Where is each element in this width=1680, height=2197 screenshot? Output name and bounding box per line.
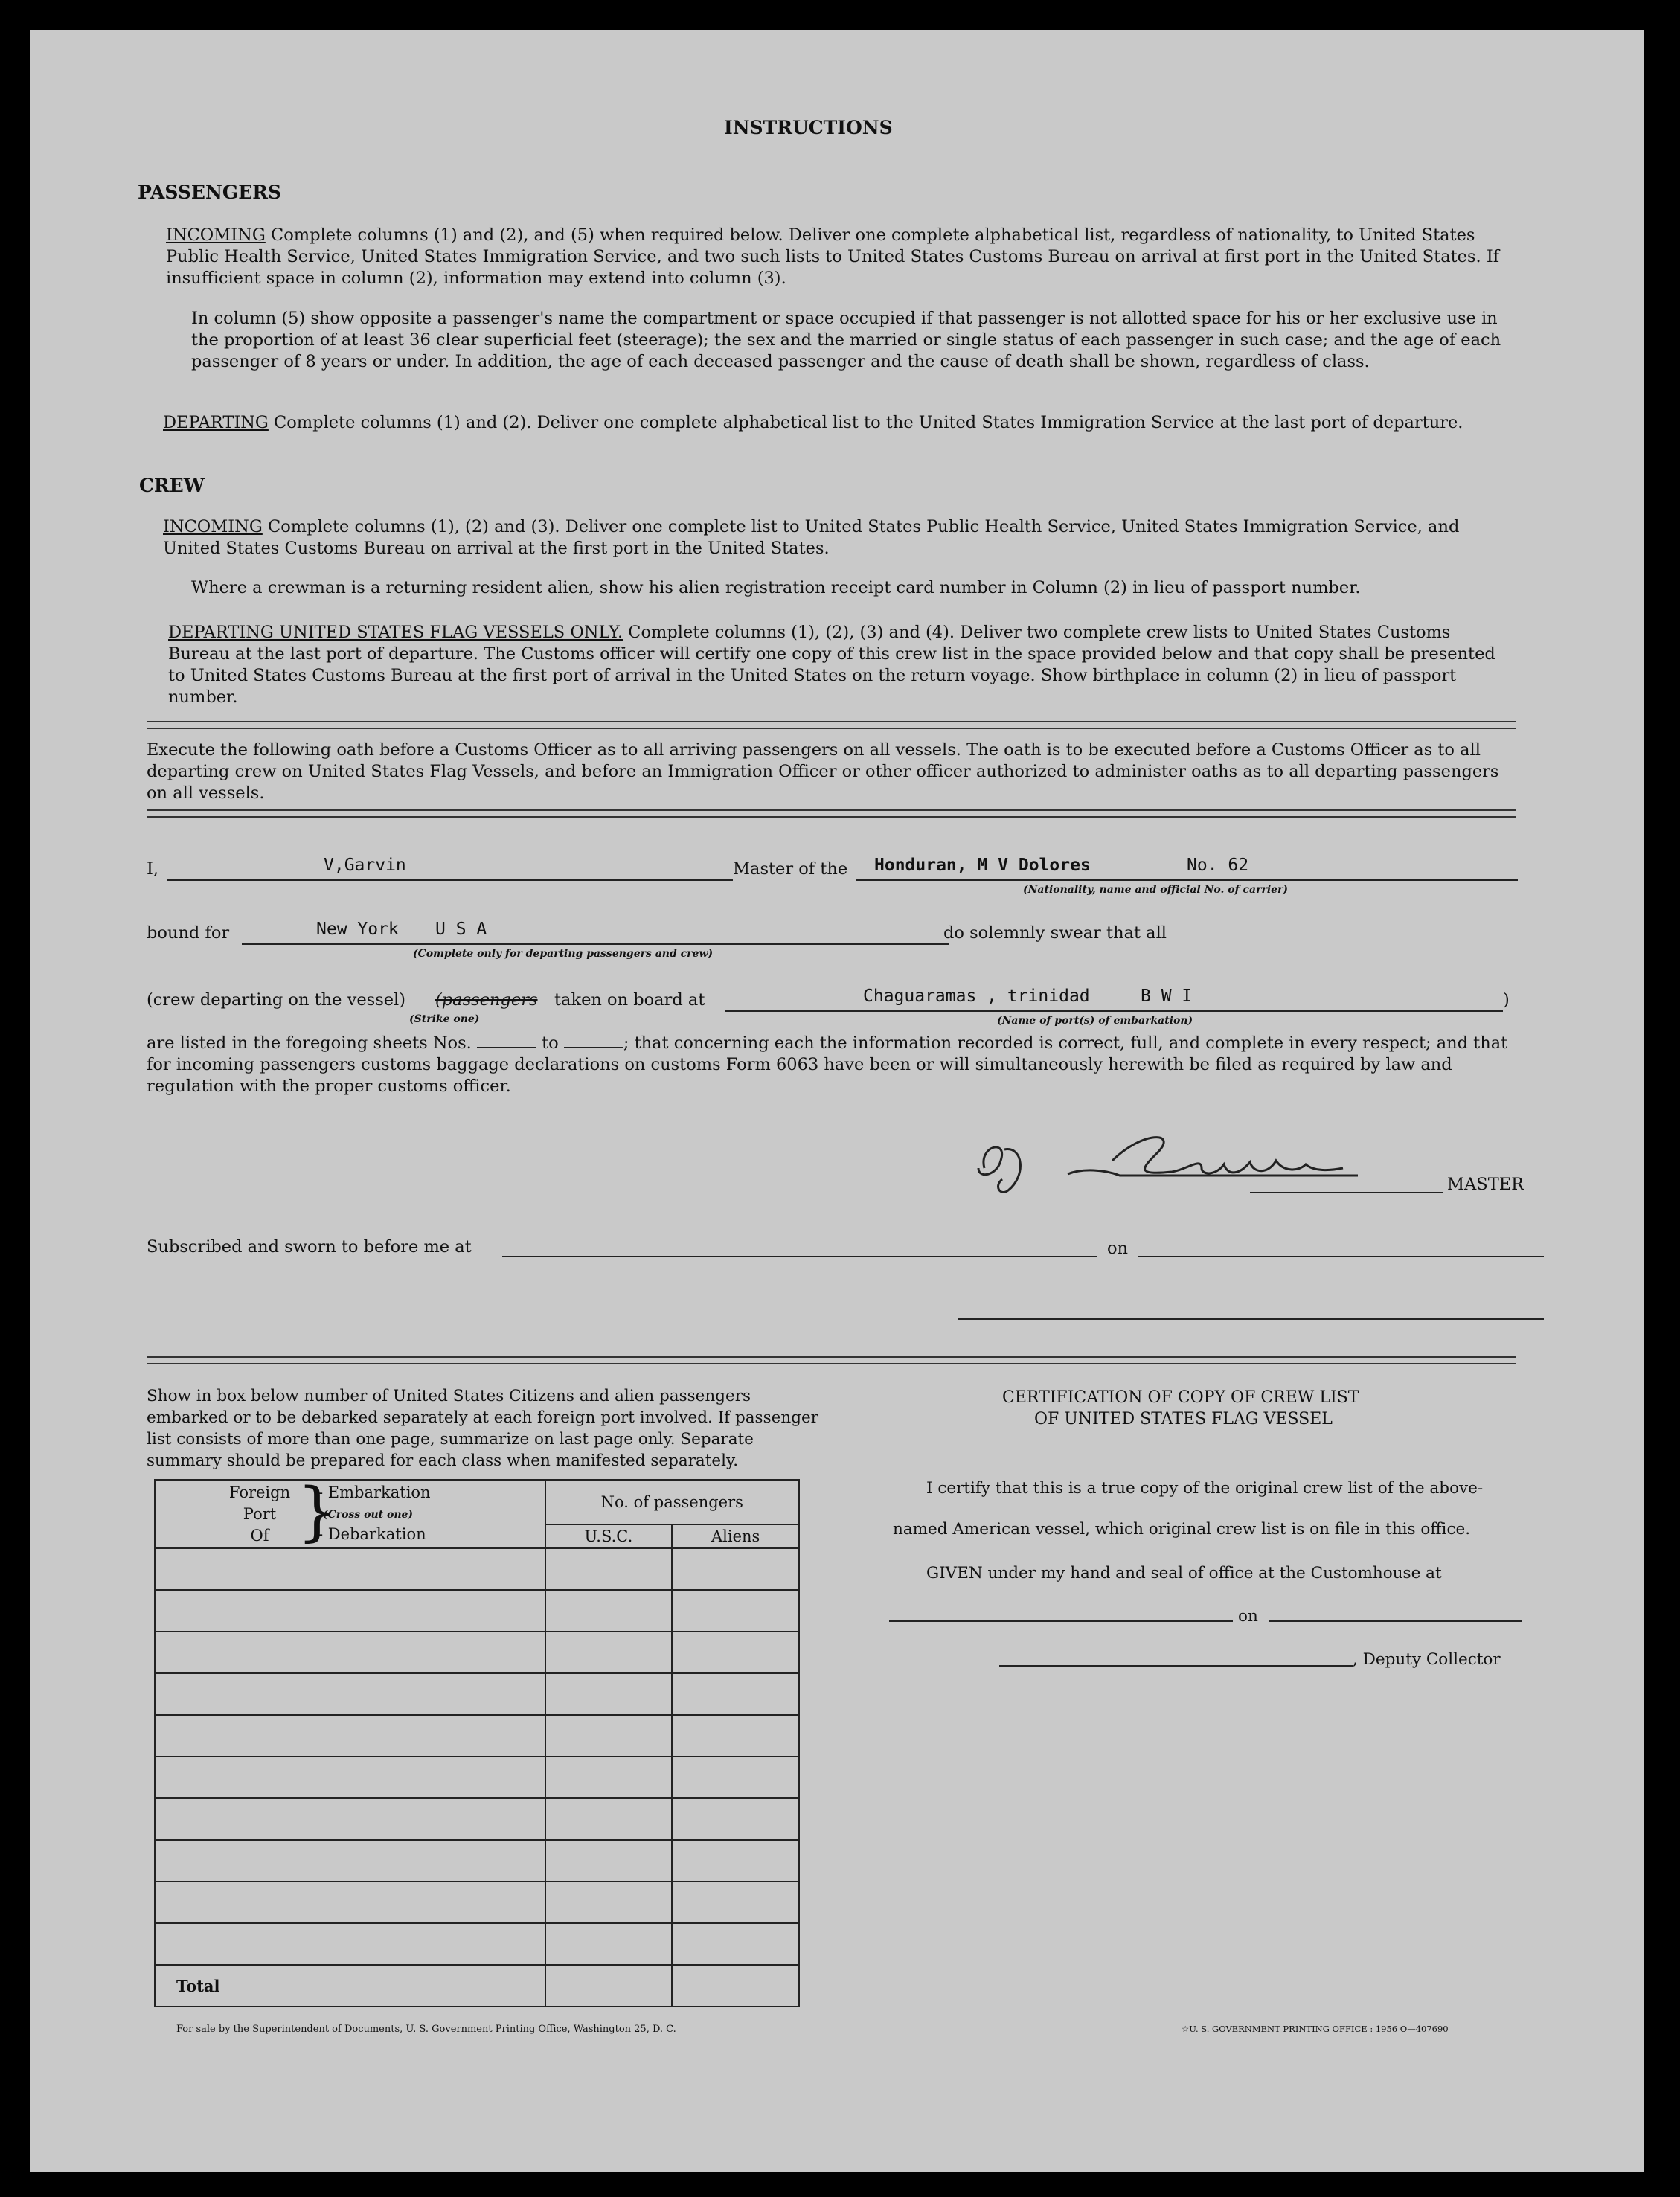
crew-resident: Where a crewman is a returning resident alien, show his alien registration receipt card number in Column (2) in lieu of passport number.: [191, 578, 1361, 597]
master-of-label: Master of the: [733, 859, 848, 879]
crew-departing-label: (crew departing on the vessel): [147, 990, 406, 1010]
of-label: Of: [250, 1527, 269, 1545]
table-row: [155, 1715, 799, 1757]
subscribed-label: Subscribed and sworn to before me at: [147, 1237, 472, 1257]
usc-cell[interactable]: [545, 1590, 673, 1632]
vessel-field[interactable]: Honduran, M V Dolores: [874, 856, 1091, 875]
port-label: Port: [243, 1505, 277, 1523]
i-label: I,: [147, 859, 159, 879]
usc-header: U.S.C.: [545, 1524, 673, 1548]
officer-signature-line[interactable]: [958, 1318, 1544, 1320]
vessel-line: [856, 879, 1518, 881]
footer-right: ☆U. S. GOVERNMENT PRINTING OFFICE : 1956 O—407690: [1182, 2024, 1449, 2034]
customhouse-line[interactable]: [889, 1620, 1233, 1622]
aliens-cell[interactable]: [672, 1715, 799, 1757]
aliens-cell[interactable]: [672, 1632, 799, 1673]
table-row: [155, 1673, 799, 1715]
passengers-struck: (passengers: [435, 990, 538, 1010]
table-row: [155, 1840, 799, 1882]
sheets-from-field[interactable]: [477, 1035, 536, 1048]
listed-rest: ; that concerning each the information recorded is correct, full, and complete in every respect; and that for incoming passengers customs baggage declarations on customs Form 6063 have been or will simultaneously herewith be filed as required by law and regulation with the proper customs officer.: [147, 1033, 1508, 1096]
debarkation-label: - Debarkation: [318, 1525, 426, 1543]
brace-glyph: }: [297, 1475, 338, 1549]
table-row: [155, 1757, 799, 1798]
passengers-departing-text: Complete columns (1) and (2). Deliver one complete alphabetical list to the United States Immigration Service at the last port of departure.: [274, 413, 1463, 432]
cross-out-label: (Cross out one): [323, 1509, 414, 1521]
vessel-number-field[interactable]: No. 62: [1187, 856, 1249, 875]
port-cell[interactable]: [155, 1715, 545, 1757]
table-row: [155, 1590, 799, 1632]
master-signature: [956, 1116, 1388, 1198]
cert-date-line[interactable]: [1269, 1620, 1522, 1622]
passengers-incoming-text: Complete columns (1) and (2), and (5) when required below. Deliver one complete alphabetical list, regardless of nationality, to United States Public Health Service, United States Immigration Service, and two such lists to United States Customs Bureau on arrival at first port in the United States. If insufficient space in column (2), information may extend into column (3).: [166, 225, 1500, 288]
aliens-cell[interactable]: [672, 1882, 799, 1923]
crew-incoming: [163, 516, 1498, 559]
table-row: [155, 1632, 799, 1673]
swear-label: do solemnly swear that all: [943, 923, 1167, 943]
no-passengers-header: No. of passengers: [545, 1480, 799, 1524]
aliens-cell[interactable]: [672, 1840, 799, 1882]
table-row: [155, 1548, 799, 1590]
summary-table: [154, 1475, 800, 2007]
oath-listed: [147, 1033, 1519, 1097]
listed-label: are listed in the foregoing sheets Nos.: [147, 1033, 472, 1053]
embarkation-label: - Embarkation: [318, 1484, 431, 1501]
given-text: GIVEN under my hand and seal of office at the Customhouse at: [926, 1564, 1442, 1582]
aliens-cell[interactable]: [672, 1923, 799, 1965]
oath-intro: Execute the following oath before a Customs Officer as to all arriving passengers on all vessels. The oath is to be executed before a Customs Officer as to all departing crew on United States Flag Vessels, and before an Immigration Officer or other officer authorized to administer oaths as to all departing passengers on all vessels.: [147, 740, 1499, 803]
crew-departing-label: DEPARTING UNITED STATES FLAG VESSELS ONLY.: [168, 623, 623, 642]
port-caption: (Name of port(s) of embarkation): [997, 1015, 1193, 1027]
table-row: [155, 1798, 799, 1840]
port-cell[interactable]: [155, 1923, 545, 1965]
port-cell[interactable]: [155, 1840, 545, 1882]
usc-cell[interactable]: [545, 1798, 673, 1840]
usc-cell[interactable]: [545, 1673, 673, 1715]
bound-line: [242, 943, 949, 945]
passengers-column5: In column (5) show opposite a passenger's name the compartment or space occupied if that passenger is not allotted space for his or her exclusive use in the proportion of at least 36 clear superficial feet (steerage); the sex and the married or single status of each passenger in such case; and the age of each passenger of 8 years or under. In addition, the age of each deceased passenger and the cause of death shall be shown, regardless of class.: [191, 309, 1501, 371]
subscribed-on-label: on: [1107, 1239, 1129, 1258]
port-line: [725, 1010, 1503, 1012]
summary-instructions: Show in box below number of United States Citizens and alien passengers embarked or to be debarked separately at each foreign port involved. If passenger list consists of more than one page, summarize on last page only. Separate summary should be prepared for each class when manifested separately.: [147, 1387, 818, 1470]
master-name-field[interactable]: V,Garvin: [324, 856, 406, 875]
port-cell[interactable]: [155, 1632, 545, 1673]
close-paren: ): [1503, 990, 1510, 1010]
vessel-caption: (Nationality, name and official No. of carrier): [1023, 884, 1289, 896]
passengers-incoming: [166, 225, 1505, 289]
certify-line-2: named American vessel, which original crew list is on file in this office.: [893, 1520, 1471, 1539]
usc-cell[interactable]: [545, 1923, 673, 1965]
crew-incoming-text: Complete columns (1), (2) and (3). Deliver one complete list to United States Public Health Service, United States Immigration Service, and United States Customs Bureau on arrival at the first port in the United States.: [163, 517, 1460, 558]
port-field[interactable]: Chaguaramas , trinidad: [863, 987, 1090, 1006]
usc-cell[interactable]: [545, 1548, 673, 1590]
page-title: INSTRUCTIONS: [724, 117, 893, 138]
aliens-cell[interactable]: [672, 1757, 799, 1798]
aliens-cell[interactable]: [672, 1673, 799, 1715]
usc-cell[interactable]: [545, 1715, 673, 1757]
passengers-departing: [163, 412, 1504, 434]
passengers-departing-label: DEPARTING: [163, 413, 269, 432]
crew-heading: CREW: [139, 475, 205, 496]
aliens-cell[interactable]: [672, 1798, 799, 1840]
bound-caption: (Complete only for departing passengers and crew): [413, 948, 714, 960]
footer-left: For sale by the Superintendent of Documents, U. S. Government Printing Office, Washington 25, D. C.: [176, 2024, 676, 2035]
aliens-total-cell[interactable]: [672, 1965, 799, 2007]
port-cell[interactable]: [155, 1882, 545, 1923]
usc-cell[interactable]: [545, 1632, 673, 1673]
usc-cell[interactable]: [545, 1757, 673, 1798]
foreign-label: Foreign: [228, 1484, 291, 1501]
deputy-signature-line[interactable]: [999, 1665, 1353, 1667]
bound-country-field[interactable]: U S A: [435, 920, 487, 939]
divider: [147, 721, 1516, 729]
port-cell[interactable]: [155, 1590, 545, 1632]
passengers-heading: PASSENGERS: [138, 182, 282, 203]
deputy-label: , Deputy Collector: [1353, 1650, 1501, 1669]
port-cell[interactable]: [155, 1798, 545, 1840]
crew-incoming-label: INCOMING: [163, 517, 263, 536]
usc-cell[interactable]: [545, 1882, 673, 1923]
form-page: [30, 30, 1644, 2172]
aliens-header: Aliens: [672, 1524, 799, 1548]
master-label: MASTER: [1447, 1175, 1524, 1194]
certification-title-2: OF UNITED STATES FLAG VESSEL: [1034, 1410, 1333, 1428]
taken-label: taken on board at: [554, 990, 705, 1010]
total-row: [155, 1965, 799, 2007]
bound-label: bound for: [147, 923, 230, 943]
crew-departing-text: Complete columns (1), (2), (3) and (4). Deliver two complete crew lists to United States Customs Bureau at the last port of departure. The Customs officer will certify one copy of this crew list in the space provided below and that copy shall be presented to United States Customs Bureau at the first port of arrival in the United States on the return voyage. Show birthplace in column (2) in lieu of passport number.: [168, 623, 1495, 707]
certify-line-1: I certify that this is a true copy of the original crew list of the above-: [926, 1479, 1484, 1498]
aliens-cell[interactable]: [672, 1548, 799, 1590]
certification-title-1: CERTIFICATION OF COPY OF CREW LIST: [1002, 1388, 1359, 1407]
master-signature-line: [1250, 1192, 1443, 1193]
aliens-cell[interactable]: [672, 1590, 799, 1632]
strike-caption: (Strike one): [409, 1013, 480, 1025]
subscribed-place-line[interactable]: [502, 1256, 1097, 1257]
to-label: to: [542, 1033, 559, 1053]
subscribed-date-line[interactable]: [1138, 1256, 1544, 1257]
usc-cell[interactable]: [545, 1840, 673, 1882]
passengers-incoming-label: INCOMING: [166, 225, 266, 245]
crew-departing: [168, 622, 1500, 708]
port-country-field[interactable]: B W I: [1141, 987, 1193, 1006]
sheets-to-field[interactable]: [564, 1035, 623, 1048]
table-row: [155, 1923, 799, 1965]
usc-total-cell[interactable]: [545, 1965, 673, 2007]
master-name-line: [167, 879, 733, 881]
port-cell[interactable]: [155, 1673, 545, 1715]
foreign-port-header: [155, 1475, 545, 1549]
cert-on-label: on: [1238, 1607, 1258, 1626]
total-label: Total: [155, 1965, 545, 2007]
bound-field[interactable]: New York: [316, 920, 399, 939]
divider: [147, 809, 1516, 818]
divider: [147, 1356, 1516, 1364]
table-row: [155, 1882, 799, 1923]
port-cell[interactable]: [155, 1757, 545, 1798]
port-cell[interactable]: [155, 1548, 545, 1590]
